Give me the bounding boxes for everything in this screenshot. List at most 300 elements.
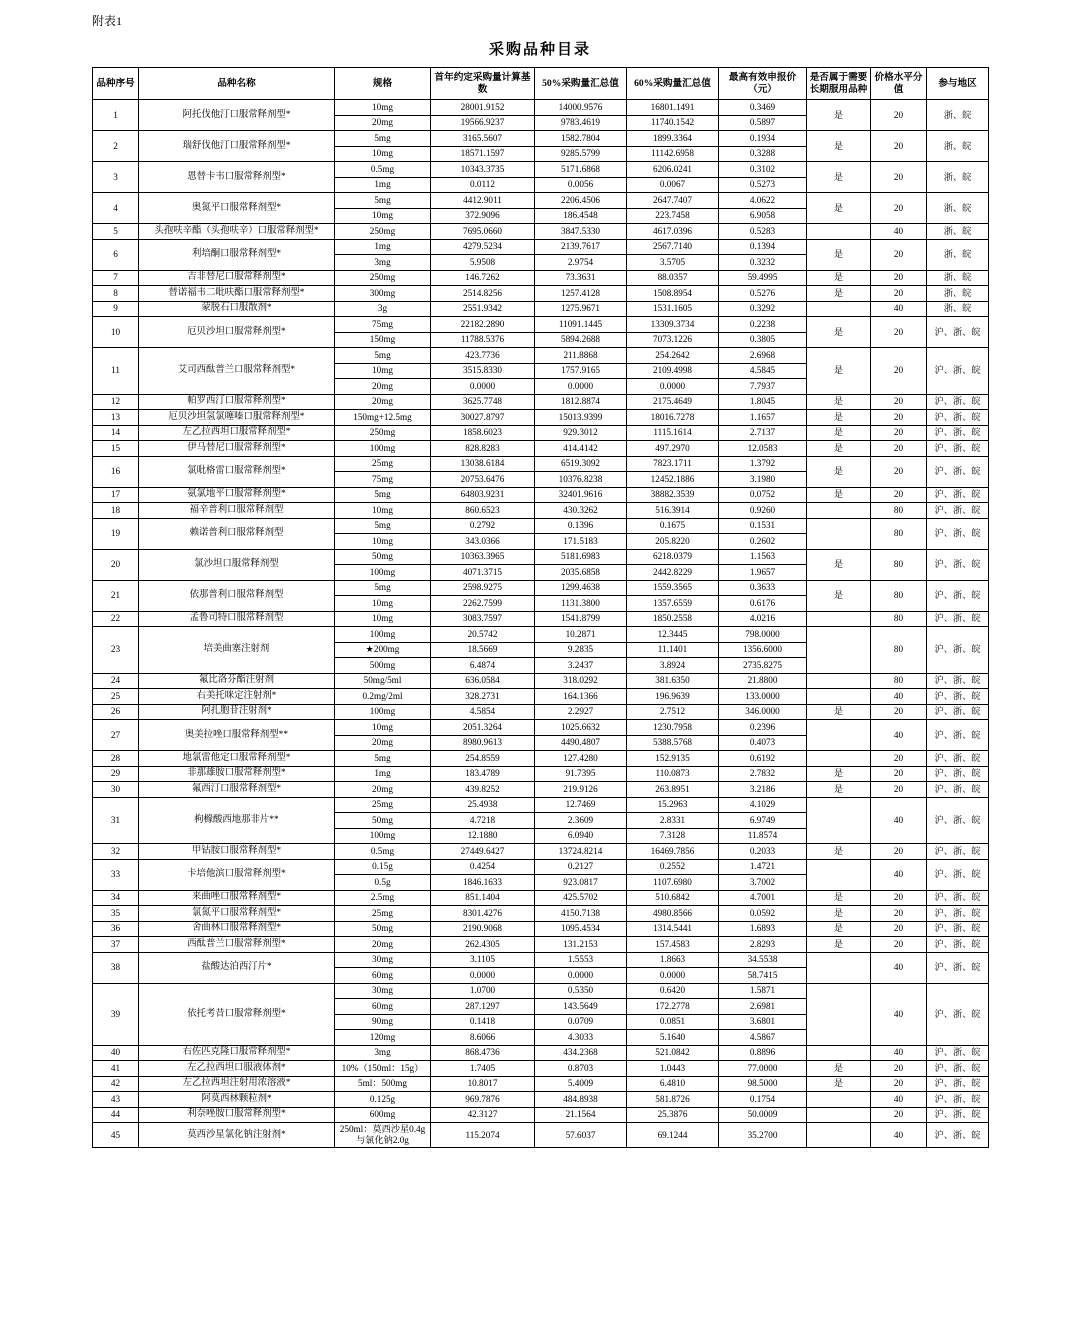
cell-p50: 1095.4534: [535, 921, 627, 937]
table-row: [93, 549, 989, 565]
table-row: [93, 131, 989, 147]
table-row: [93, 239, 989, 255]
cell-p60: 69.1244: [627, 1123, 719, 1148]
cell-p50: 9783.4619: [535, 115, 627, 131]
cell-base: 0.1418: [431, 1014, 535, 1030]
cell-region: 沪、浙、皖: [927, 952, 989, 983]
cell-price: 0.2033: [719, 844, 807, 860]
cell-score: 40: [871, 689, 927, 705]
table-row: [93, 1107, 989, 1123]
cell-p60: 6206.0241: [627, 162, 719, 178]
cell-product-name: 瑞舒伐他汀口服常释剂型*: [139, 131, 335, 162]
table-row: [93, 580, 989, 596]
table-row: [93, 441, 989, 457]
cell-p60: 16469.7856: [627, 844, 719, 860]
cell-longterm: [807, 983, 871, 1045]
cell-p60: 12452.1886: [627, 472, 719, 488]
cell-spec: 10mg: [335, 208, 431, 224]
cell-region: 沪、浙、皖: [927, 859, 989, 890]
cell-p50: 1541.8799: [535, 611, 627, 627]
table-body: [93, 100, 989, 1148]
cell-score: 40: [871, 224, 927, 240]
cell-base: 828.8283: [431, 441, 535, 457]
cell-longterm: 是: [807, 921, 871, 937]
cell-p50: 5181.6983: [535, 549, 627, 565]
table-row: [93, 425, 989, 441]
cell-score: 20: [871, 131, 927, 162]
cell-base: 343.0366: [431, 534, 535, 550]
cell-spec: 250mg: [335, 425, 431, 441]
cell-p50: 171.5183: [535, 534, 627, 550]
cell-no: 26: [93, 704, 139, 720]
cell-score: 80: [871, 673, 927, 689]
cell-p60: 1115.1614: [627, 425, 719, 441]
cell-product-name: 头孢呋辛酯（头孢呋辛）口服常释剂型*: [139, 224, 335, 240]
cell-no: 36: [93, 921, 139, 937]
cell-score: 80: [871, 503, 927, 519]
cell-base: 115.2074: [431, 1123, 535, 1148]
cell-spec: 100mg: [335, 704, 431, 720]
cell-product-name: 替诺福韦二吡呋酯口服常释剂型*: [139, 286, 335, 302]
table-row: [93, 1123, 989, 1148]
cell-base: 42.3127: [431, 1107, 535, 1123]
cell-base: 28001.9152: [431, 100, 535, 116]
cell-score: 20: [871, 162, 927, 193]
cell-base: 5.9508: [431, 255, 535, 271]
cell-region: 沪、浙、皖: [927, 766, 989, 782]
cell-region: 沪、浙、皖: [927, 797, 989, 844]
cell-product-name: 帕罗西汀口服常释剂型*: [139, 394, 335, 410]
column-header-price: 最高有效申报价（元）: [719, 68, 807, 100]
cell-base: 4.7218: [431, 813, 535, 829]
cell-score: 40: [871, 859, 927, 890]
cell-base: 3165.5607: [431, 131, 535, 147]
cell-longterm: [807, 1123, 871, 1148]
cell-longterm: 是: [807, 906, 871, 922]
cell-price: 50.0009: [719, 1107, 807, 1123]
cell-price: 2.7832: [719, 766, 807, 782]
cell-spec: 0.15g: [335, 859, 431, 875]
cell-base: 254.8559: [431, 751, 535, 767]
cell-price: 4.5845: [719, 363, 807, 379]
cell-p50: 10376.8238: [535, 472, 627, 488]
cell-price: 0.9260: [719, 503, 807, 519]
cell-base: 20.5742: [431, 627, 535, 643]
cell-p50: 164.1366: [535, 689, 627, 705]
column-header-base: 首年约定采购量计算基数: [431, 68, 535, 100]
cell-base: 851.1404: [431, 890, 535, 906]
cell-score: 20: [871, 239, 927, 270]
cell-spec: 5mg: [335, 580, 431, 596]
cell-p50: 1582.7804: [535, 131, 627, 147]
cell-p50: 1.5553: [535, 952, 627, 968]
cell-price: 0.3292: [719, 301, 807, 317]
cell-spec: 10mg: [335, 720, 431, 736]
cell-region: 浙、皖: [927, 224, 989, 240]
cell-no: 34: [93, 890, 139, 906]
cell-price: 2.8293: [719, 937, 807, 953]
cell-longterm: [807, 720, 871, 751]
cell-no: 24: [93, 673, 139, 689]
cell-p60: 7823.1711: [627, 456, 719, 472]
cell-longterm: [807, 224, 871, 240]
cell-product-name: 伊马替尼口服常释剂型*: [139, 441, 335, 457]
cell-p60: 13309.3734: [627, 317, 719, 333]
cell-product-name: 艾司西酞普兰口服常释剂型*: [139, 348, 335, 395]
cell-product-name: 培美曲塞注射剂: [139, 627, 335, 674]
cell-p50: 0.2127: [535, 859, 627, 875]
cell-spec: 50mg: [335, 813, 431, 829]
cell-base: 146.7262: [431, 270, 535, 286]
cell-p50: 2.9754: [535, 255, 627, 271]
cell-region: 浙、皖: [927, 100, 989, 131]
cell-no: 16: [93, 456, 139, 487]
cell-longterm: 是: [807, 317, 871, 348]
cell-p50: 211.8868: [535, 348, 627, 364]
cell-p50: 57.6037: [535, 1123, 627, 1148]
cell-product-name: 甲钴胺口服常释剂型*: [139, 844, 335, 860]
cell-base: 27449.6427: [431, 844, 535, 860]
cell-score: 80: [871, 627, 927, 674]
cell-price: 2.7137: [719, 425, 807, 441]
cell-p50: 0.0000: [535, 968, 627, 984]
cell-base: 8980.9613: [431, 735, 535, 751]
cell-longterm: 是: [807, 270, 871, 286]
table-row: [93, 224, 989, 240]
cell-spec: 30mg: [335, 983, 431, 999]
cell-p50: 0.0056: [535, 177, 627, 193]
cell-score: 80: [871, 518, 927, 549]
cell-no: 18: [93, 503, 139, 519]
cell-base: 1.0700: [431, 983, 535, 999]
cell-no: 40: [93, 1045, 139, 1061]
cell-region: 沪、浙、皖: [927, 580, 989, 611]
cell-price: 0.5273: [719, 177, 807, 193]
cell-longterm: 是: [807, 487, 871, 503]
cell-p60: 2175.4649: [627, 394, 719, 410]
cell-region: 浙、皖: [927, 239, 989, 270]
cell-longterm: 是: [807, 348, 871, 395]
cell-price: 2.6981: [719, 999, 807, 1015]
cell-score: 20: [871, 193, 927, 224]
cell-longterm: 是: [807, 890, 871, 906]
cell-spec: 75mg: [335, 317, 431, 333]
cell-price: 7.7937: [719, 379, 807, 395]
cell-score: 40: [871, 720, 927, 751]
cell-score: 20: [871, 1061, 927, 1077]
cell-spec: 150mg+12.5mg: [335, 410, 431, 426]
cell-score: 20: [871, 410, 927, 426]
cell-spec: 2.5mg: [335, 890, 431, 906]
cell-no: 8: [93, 286, 139, 302]
cell-score: 40: [871, 1092, 927, 1108]
cell-p60: 11740.1542: [627, 115, 719, 131]
cell-spec: 600mg: [335, 1107, 431, 1123]
cell-price: 1.1657: [719, 410, 807, 426]
cell-price: 0.1531: [719, 518, 807, 534]
cell-no: 33: [93, 859, 139, 890]
cell-product-name: 左乙拉西坦口服常释剂型*: [139, 425, 335, 441]
cell-score: 20: [871, 348, 927, 395]
table-row: [93, 782, 989, 798]
cell-spec: 3mg: [335, 255, 431, 271]
cell-product-name: 氟西汀口服常释剂型*: [139, 782, 335, 798]
cell-price: 1.1563: [719, 549, 807, 565]
cell-base: 10.8017: [431, 1076, 535, 1092]
cell-p60: 12.3445: [627, 627, 719, 643]
cell-product-name: 厄贝沙坦口服常释剂型*: [139, 317, 335, 348]
cell-product-name: 右佐匹克隆口服常释剂型*: [139, 1045, 335, 1061]
cell-longterm: 是: [807, 937, 871, 953]
cell-p50: 21.1564: [535, 1107, 627, 1123]
cell-region: 沪、浙、皖: [927, 720, 989, 751]
cell-p60: 521.0842: [627, 1045, 719, 1061]
cell-score: 40: [871, 1123, 927, 1148]
cell-spec: 150mg: [335, 332, 431, 348]
cell-product-name: 莫西沙星氯化钠注射剂*: [139, 1123, 335, 1148]
cell-longterm: 是: [807, 410, 871, 426]
table-row: [93, 673, 989, 689]
cell-spec: 50mg: [335, 921, 431, 937]
cell-p50: 186.4548: [535, 208, 627, 224]
cell-p50: 4490.4807: [535, 735, 627, 751]
cell-score: 20: [871, 394, 927, 410]
cell-longterm: [807, 1092, 871, 1108]
cell-base: 22182.2890: [431, 317, 535, 333]
cell-p50: 143.5649: [535, 999, 627, 1015]
cell-longterm: 是: [807, 1061, 871, 1077]
table-row: [93, 1061, 989, 1077]
table-row: [93, 270, 989, 286]
cell-no: 32: [93, 844, 139, 860]
table-row: [93, 100, 989, 116]
cell-spec: 20mg: [335, 937, 431, 953]
cell-p50: 1275.9671: [535, 301, 627, 317]
cell-spec: 1mg: [335, 239, 431, 255]
column-header-score: 价格水平分值: [871, 68, 927, 100]
cell-spec: 10mg: [335, 363, 431, 379]
cell-base: 2551.9342: [431, 301, 535, 317]
cell-product-name: 利培酮口服常释剂型*: [139, 239, 335, 270]
cell-longterm: [807, 689, 871, 705]
cell-spec: 5mg: [335, 131, 431, 147]
cell-product-name: 奥美拉唑口服常释剂型**: [139, 720, 335, 751]
cell-no: 38: [93, 952, 139, 983]
cell-p60: 0.0067: [627, 177, 719, 193]
cell-longterm: [807, 627, 871, 674]
cell-spec: 10mg: [335, 611, 431, 627]
cell-base: 10363.3965: [431, 549, 535, 565]
cell-p50: 14000.9576: [535, 100, 627, 116]
table-row: [93, 518, 989, 534]
cell-region: 沪、浙、皖: [927, 317, 989, 348]
cell-product-name: 阿扎胞苷注射剂*: [139, 704, 335, 720]
cell-price: 0.5283: [719, 224, 807, 240]
cell-base: 4279.5234: [431, 239, 535, 255]
cell-product-name: 阿莫西林颗粒剂*: [139, 1092, 335, 1108]
cell-price: 133.0000: [719, 689, 807, 705]
cell-longterm: [807, 797, 871, 844]
cell-price: 6.9058: [719, 208, 807, 224]
cell-spec: 90mg: [335, 1014, 431, 1030]
cell-score: 20: [871, 844, 927, 860]
cell-longterm: 是: [807, 131, 871, 162]
table-row: [93, 193, 989, 209]
cell-product-name: 来曲唑口服常释剂型*: [139, 890, 335, 906]
table-row: [93, 162, 989, 178]
cell-p50: 219.9126: [535, 782, 627, 798]
cell-price: 1.4721: [719, 859, 807, 875]
cell-no: 5: [93, 224, 139, 240]
cell-longterm: [807, 301, 871, 317]
cell-score: 80: [871, 611, 927, 627]
cell-region: 沪、浙、皖: [927, 549, 989, 580]
cell-p60: 3.5705: [627, 255, 719, 271]
cell-price: 77.0000: [719, 1061, 807, 1077]
cell-score: 20: [871, 286, 927, 302]
cell-region: 沪、浙、皖: [927, 921, 989, 937]
cell-p60: 1230.7958: [627, 720, 719, 736]
cell-base: 4.5854: [431, 704, 535, 720]
cell-price: 4.0622: [719, 193, 807, 209]
cell-p60: 254.2642: [627, 348, 719, 364]
column-header-no: 品种序号: [93, 68, 139, 100]
cell-spec: 75mg: [335, 472, 431, 488]
cell-p50: 425.5702: [535, 890, 627, 906]
cell-region: 浙、皖: [927, 301, 989, 317]
cell-score: 20: [871, 906, 927, 922]
cell-no: 19: [93, 518, 139, 549]
cell-price: 6.9749: [719, 813, 807, 829]
cell-p60: 5.1640: [627, 1030, 719, 1046]
cell-region: 沪、浙、皖: [927, 844, 989, 860]
cell-no: 43: [93, 1092, 139, 1108]
cell-region: 沪、浙、皖: [927, 1061, 989, 1077]
cell-p60: 0.0851: [627, 1014, 719, 1030]
cell-no: 4: [93, 193, 139, 224]
cell-p50: 484.8938: [535, 1092, 627, 1108]
cell-score: 80: [871, 580, 927, 611]
cell-p50: 1025.6632: [535, 720, 627, 736]
cell-no: 41: [93, 1061, 139, 1077]
cell-product-name: 依那普利口服常释剂型: [139, 580, 335, 611]
cell-spec: 3mg: [335, 1045, 431, 1061]
cell-base: 30027.8797: [431, 410, 535, 426]
cell-product-name: 舍曲林口服常释剂型*: [139, 921, 335, 937]
cell-spec: 25mg: [335, 456, 431, 472]
cell-spec: 20mg: [335, 379, 431, 395]
cell-p60: 0.6420: [627, 983, 719, 999]
cell-score: 20: [871, 751, 927, 767]
cell-spec: 0.5mg: [335, 844, 431, 860]
cell-p60: 0.0000: [627, 968, 719, 984]
cell-p50: 923.0817: [535, 875, 627, 891]
cell-price: 0.3469: [719, 100, 807, 116]
cell-price: 0.5897: [719, 115, 807, 131]
cell-region: 沪、浙、皖: [927, 704, 989, 720]
cell-region: 沪、浙、皖: [927, 937, 989, 953]
table-row: [93, 1076, 989, 1092]
cell-price: 2735.8275: [719, 658, 807, 674]
cell-product-name: 左乙拉西坦口服液体剂*: [139, 1061, 335, 1077]
cell-region: 沪、浙、皖: [927, 751, 989, 767]
cell-p60: 581.8726: [627, 1092, 719, 1108]
cell-longterm: 是: [807, 394, 871, 410]
table-row: [93, 704, 989, 720]
cell-p60: 1531.1605: [627, 301, 719, 317]
cell-p50: 5.4009: [535, 1076, 627, 1092]
cell-price: 0.0592: [719, 906, 807, 922]
cell-p50: 3847.5330: [535, 224, 627, 240]
cell-product-name: 枸橼酸西地那非片**: [139, 797, 335, 844]
cell-p60: 0.0000: [627, 379, 719, 395]
cell-spec: 0.5g: [335, 875, 431, 891]
cell-region: 浙、皖: [927, 286, 989, 302]
cell-longterm: [807, 859, 871, 890]
cell-region: 沪、浙、皖: [927, 518, 989, 549]
cell-p60: 18016.7278: [627, 410, 719, 426]
cell-price: 11.8574: [719, 828, 807, 844]
table-row: [93, 1092, 989, 1108]
cell-score: 20: [871, 425, 927, 441]
table-row: [93, 394, 989, 410]
cell-longterm: [807, 673, 871, 689]
cell-p60: 3.8924: [627, 658, 719, 674]
cell-price: 3.2186: [719, 782, 807, 798]
cell-base: 18571.1597: [431, 146, 535, 162]
cell-base: 3.1105: [431, 952, 535, 968]
table-row: [93, 1045, 989, 1061]
cell-p50: 1257.4128: [535, 286, 627, 302]
cell-region: 沪、浙、皖: [927, 890, 989, 906]
cell-base: 1858.6023: [431, 425, 535, 441]
cell-p60: 7073.1226: [627, 332, 719, 348]
cell-price: 1.8045: [719, 394, 807, 410]
cell-base: 2262.7599: [431, 596, 535, 612]
cell-price: 12.0583: [719, 441, 807, 457]
cell-spec: 250mg: [335, 224, 431, 240]
cell-spec: 5mg: [335, 751, 431, 767]
cell-p50: 3.2437: [535, 658, 627, 674]
cell-region: 沪、浙、皖: [927, 689, 989, 705]
cell-spec: 10%（150ml：15g）: [335, 1061, 431, 1077]
cell-base: 328.2731: [431, 689, 535, 705]
cell-p50: 10.2871: [535, 627, 627, 643]
cell-p50: 131.2153: [535, 937, 627, 953]
cell-region: 沪、浙、皖: [927, 1092, 989, 1108]
cell-product-name: 氯吡格雷口服常释剂型*: [139, 456, 335, 487]
cell-score: 20: [871, 921, 927, 937]
cell-spec: ★200mg: [335, 642, 431, 658]
cell-region: 沪、浙、皖: [927, 394, 989, 410]
cell-no: 37: [93, 937, 139, 953]
column-header-longterm: 是否属于需要长期服用品种: [807, 68, 871, 100]
cell-product-name: 恩替卡韦口服常释剂型*: [139, 162, 335, 193]
cell-score: 20: [871, 937, 927, 953]
cell-base: 372.9096: [431, 208, 535, 224]
table-row: [93, 859, 989, 875]
cell-p50: 9285.5799: [535, 146, 627, 162]
cell-base: 3515.8330: [431, 363, 535, 379]
cell-base: 12.1880: [431, 828, 535, 844]
table-header-row: [93, 68, 989, 100]
cell-p50: 2139.7617: [535, 239, 627, 255]
cell-p60: 38882.3539: [627, 487, 719, 503]
attachment-label: 附表1: [92, 14, 123, 28]
cell-base: 4412.9011: [431, 193, 535, 209]
cell-no: 15: [93, 441, 139, 457]
cell-p60: 4617.0396: [627, 224, 719, 240]
